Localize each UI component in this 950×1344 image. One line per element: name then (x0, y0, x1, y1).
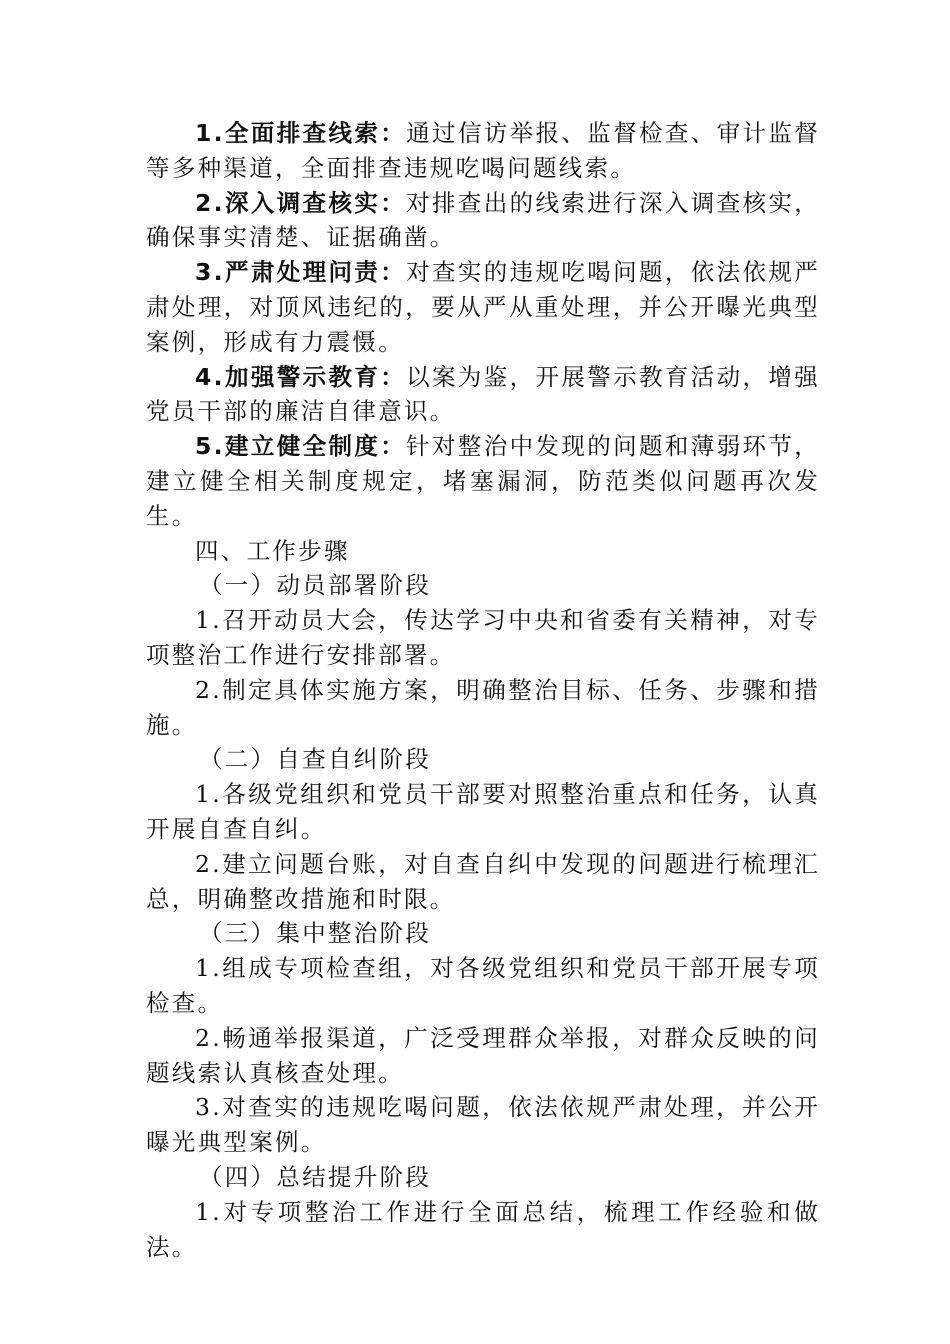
stage-item: 3.对查实的违规吃喝问题，依法依规严肃处理，并公开曝光典型案例。 (146, 1093, 820, 1157)
measure-text: 针对整治中发现的问题和薄弱环节，建立健全相关制度规定，堵塞漏洞，防范类似问题再次发生。 (146, 432, 820, 530)
measure-lead: 4.加强警示教育： (195, 362, 407, 391)
measure-text: 对查实的违规吃喝问题，依法依规严肃处理，对顶风违纪的，要从严从重处理，并公开曝光典型案例，形成有力震慑。 (146, 258, 820, 356)
measure-lead: 3.严肃处理问责： (195, 258, 407, 287)
measure-paragraph (146, 186, 820, 256)
stage-item: 2.制定具体实施方案，明确整治目标、任务、步骤和措施。 (146, 675, 820, 739)
section-heading: 四、工作步骤 (195, 536, 350, 565)
stage-item: 2.畅通举报渠道，广泛受理群众举报，对群众反映的问题线索认真核查处理。 (146, 1023, 820, 1087)
stage-item: 1.组成专项检查组，对各级党组织和党员干部开展专项检查。 (146, 954, 820, 1017)
document-page (146, 116, 820, 1264)
measure-text: 对排查出的线索进行深入调查核实，确保事实清楚、证据确凿。 (146, 188, 820, 252)
measure-lead: 2.深入调查核实： (195, 188, 407, 217)
stage-item: 1.召开动员大会，传达学习中央和省委有关精神，对专项整治工作进行安排部署。 (146, 606, 820, 669)
measure-paragraph (146, 255, 820, 359)
measure-lead: 1.全面排查线索： (195, 119, 407, 147)
measure-paragraph (146, 116, 820, 186)
stage-item: 1.各级党组织和党员干部要对照整治重点和任务，认真开展自查自纠。 (146, 780, 820, 843)
measure-paragraph (146, 429, 820, 533)
stage-heading: （二）自查自纠阶段 (199, 745, 432, 774)
stage-heading: （四）总结提升阶段 (199, 1162, 432, 1191)
measure-text: 通过信访举报、监督检查、审计监督等多种渠道，全面排查违规吃喝问题线索。 (146, 119, 820, 182)
stage-item: 2.建立问题台账，对自查自纠中发现的问题进行梳理汇总，明确整改措施和时限。 (146, 849, 820, 913)
measure-paragraph (146, 360, 820, 430)
stage-heading: （三）集中整治阶段 (199, 919, 432, 948)
measure-lead: 5.建立健全制度： (195, 432, 407, 461)
stage-item: 1.对专项整治工作进行全面总结，梳理工作经验和做法。 (146, 1197, 820, 1261)
measure-text: 以案为鉴，开展警示教育活动，增强党员干部的廉洁自律意识。 (146, 362, 820, 426)
stage-heading: （一）动员部署阶段 (199, 571, 432, 600)
